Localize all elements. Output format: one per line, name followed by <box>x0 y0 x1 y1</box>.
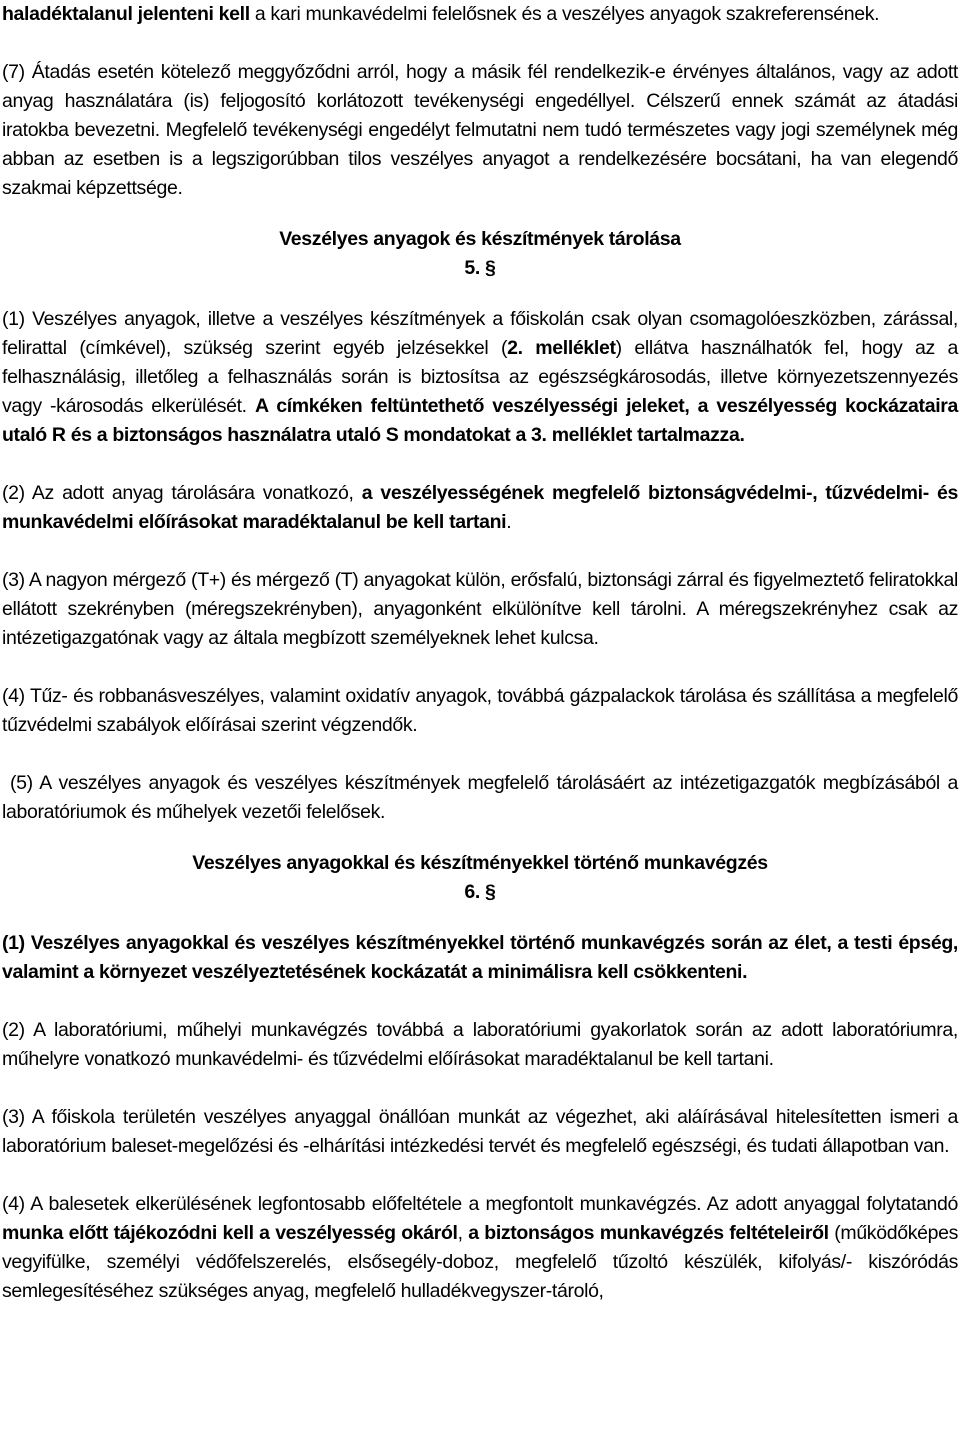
body-text: (7) Átadás esetén kötelező meggyőződni arról, hogy a másik fél rendelkezik-e érvényes általános, vagy az adott anyag használatára (is) feljogosító korlátozott tevékenységi engedéllyel. Célszerű ennek számát az átadási iratokba bevezetni. Megfelelő tevékenységi engedélyt felmutatni nem tudó természetes vagy jogi személynek még abban az esetben is a legszigorúbban tilos veszélyes anyagot a rendelkezésére bocsátani, ha van elegendő szakmai képzettsége. <box>2 61 958 199</box>
body-text: (4) A balesetek elkerülésének legfontosabb előfeltétele a megfontolt munkavégzés. Az adott anyaggal folytatandó <box>2 1193 958 1215</box>
section-6-paragraph-2 <box>2 1016 958 1074</box>
body-text: (működőképes vegyifülke, személyi védőfelszerelés, elsősegély-doboz, megfelelő tűzoltó készülék, kifolyás/- kiszóródás semlegesítéséhez szükséges anyag, megfelelő hulladékvegyszer-tároló, <box>2 1222 958 1302</box>
bold-text: haladéktalanul jelenteni kell <box>2 3 250 25</box>
body-text: . <box>506 511 512 533</box>
section-5-number: 5. § <box>464 257 496 279</box>
bold-text: 2. melléklet <box>507 337 616 359</box>
section-5-paragraph-1 <box>2 305 958 450</box>
section-5-paragraph-5 <box>2 769 958 827</box>
section-6-number: 6. § <box>464 881 496 903</box>
body-text: a kari munkavédelmi felelősnek és a veszélyes anyagok szakreferensének. <box>249 3 880 25</box>
section-5-paragraph-3 <box>2 566 958 653</box>
body-text: (5) A veszélyes anyagok és veszélyes készítmények megfelelő tárolásáért az intézetigazgatók megbízásából a laboratóriumok és műhelyek vezetői felelősek. <box>2 772 958 823</box>
body-text: (2) A laboratóriumi, műhelyi munkavégzés továbbá a laboratóriumi gyakorlatok során az adott laboratóriumra, műhelyre vonatkozó munkavédelmi- és tűzvédelmi előírásokat maradéktalanul be kell tartani. <box>2 1019 958 1070</box>
bold-text: a biztonságos munkavégzés feltételeiről <box>468 1222 829 1244</box>
body-text: (1) Veszélyes anyagok, illetve a veszélyes készítmények a főiskolán csak olyan csomagolóeszközben, zárással, felirattal (címkével), szükség szerint egyéb jelzésekkel ( <box>2 308 958 359</box>
bold-text: munka előtt tájékozódni kell a veszélyesség okáról <box>2 1222 458 1244</box>
body-text: (4) Tűz- és robbanásveszélyes, valamint oxidatív anyagok, továbbá gázpalackok tárolása és szállítása a megfelelő tűzvédelmi szabályok előírásai szerint végzendők. <box>2 685 958 736</box>
body-text: , <box>457 1222 469 1244</box>
paragraph-7 <box>2 58 958 203</box>
section-5-heading: Veszélyes anyagok és készítmények tárolása <box>279 228 681 250</box>
section-6-paragraph-3 <box>2 1103 958 1161</box>
body-text: (3) A nagyon mérgező (T+) és mérgező (T) anyagokat külön, erősfalú, biztonsági zárral és figyelmeztető feliratokkal ellátott szekrényben (méregszekrényben), anyagonként elkülönítve kell tárolni. A méregszekrényhez csak az intézetigazgatónak vagy az általa megbízott személyeknek lehet kulcsa. <box>2 569 958 649</box>
bold-text: (1) Veszélyes anyagokkal és veszélyes készítményekkel történő munkavégzés során az élet, a testi épség, valamint a környezet veszélyeztetésének kockázatát a minimálisra kell csökkenteni. <box>2 932 958 983</box>
section-6-paragraph-4 <box>2 1190 958 1306</box>
paragraph-intro <box>2 0 958 29</box>
body-text: (2) Az adott anyag tárolására vonatkozó, <box>2 482 362 504</box>
body-text: ) ellátva használhatók fel, hogy az a felhasználásig, illetőleg a felhasználás során is biztosítsa az egészségkárosodás, illetve környezetszennyezés vagy -károsodás elkerülését. <box>2 337 958 417</box>
section-5-paragraph-4 <box>2 682 958 740</box>
section-5-paragraph-2 <box>2 479 958 537</box>
section-6-heading: Veszélyes anyagokkal és készítményekkel történő munkavégzés <box>192 852 768 874</box>
section-6-paragraph-1 <box>2 929 958 987</box>
bold-text: A címkéken feltüntethető veszélyességi jeleket, a veszélyesség kockázataira utaló R és a biztonságos használatra utaló S mondatokat a 3. melléklet tartalmazza. <box>2 395 958 446</box>
bold-text: a veszélyességének megfelelő biztonságvédelmi-, tűzvédelmi- és munkavédelmi előírásokat maradéktalanul be kell tartani <box>2 482 958 533</box>
body-text: (3) A főiskola területén veszélyes anyaggal önállóan munkát az végezhet, aki aláírásával hitelesítetten ismeri a laboratórium baleset-megelőzési és -elhárítási intézkedési tervét és megfelelő egészségi, és tudati állapotban van. <box>2 1106 958 1157</box>
